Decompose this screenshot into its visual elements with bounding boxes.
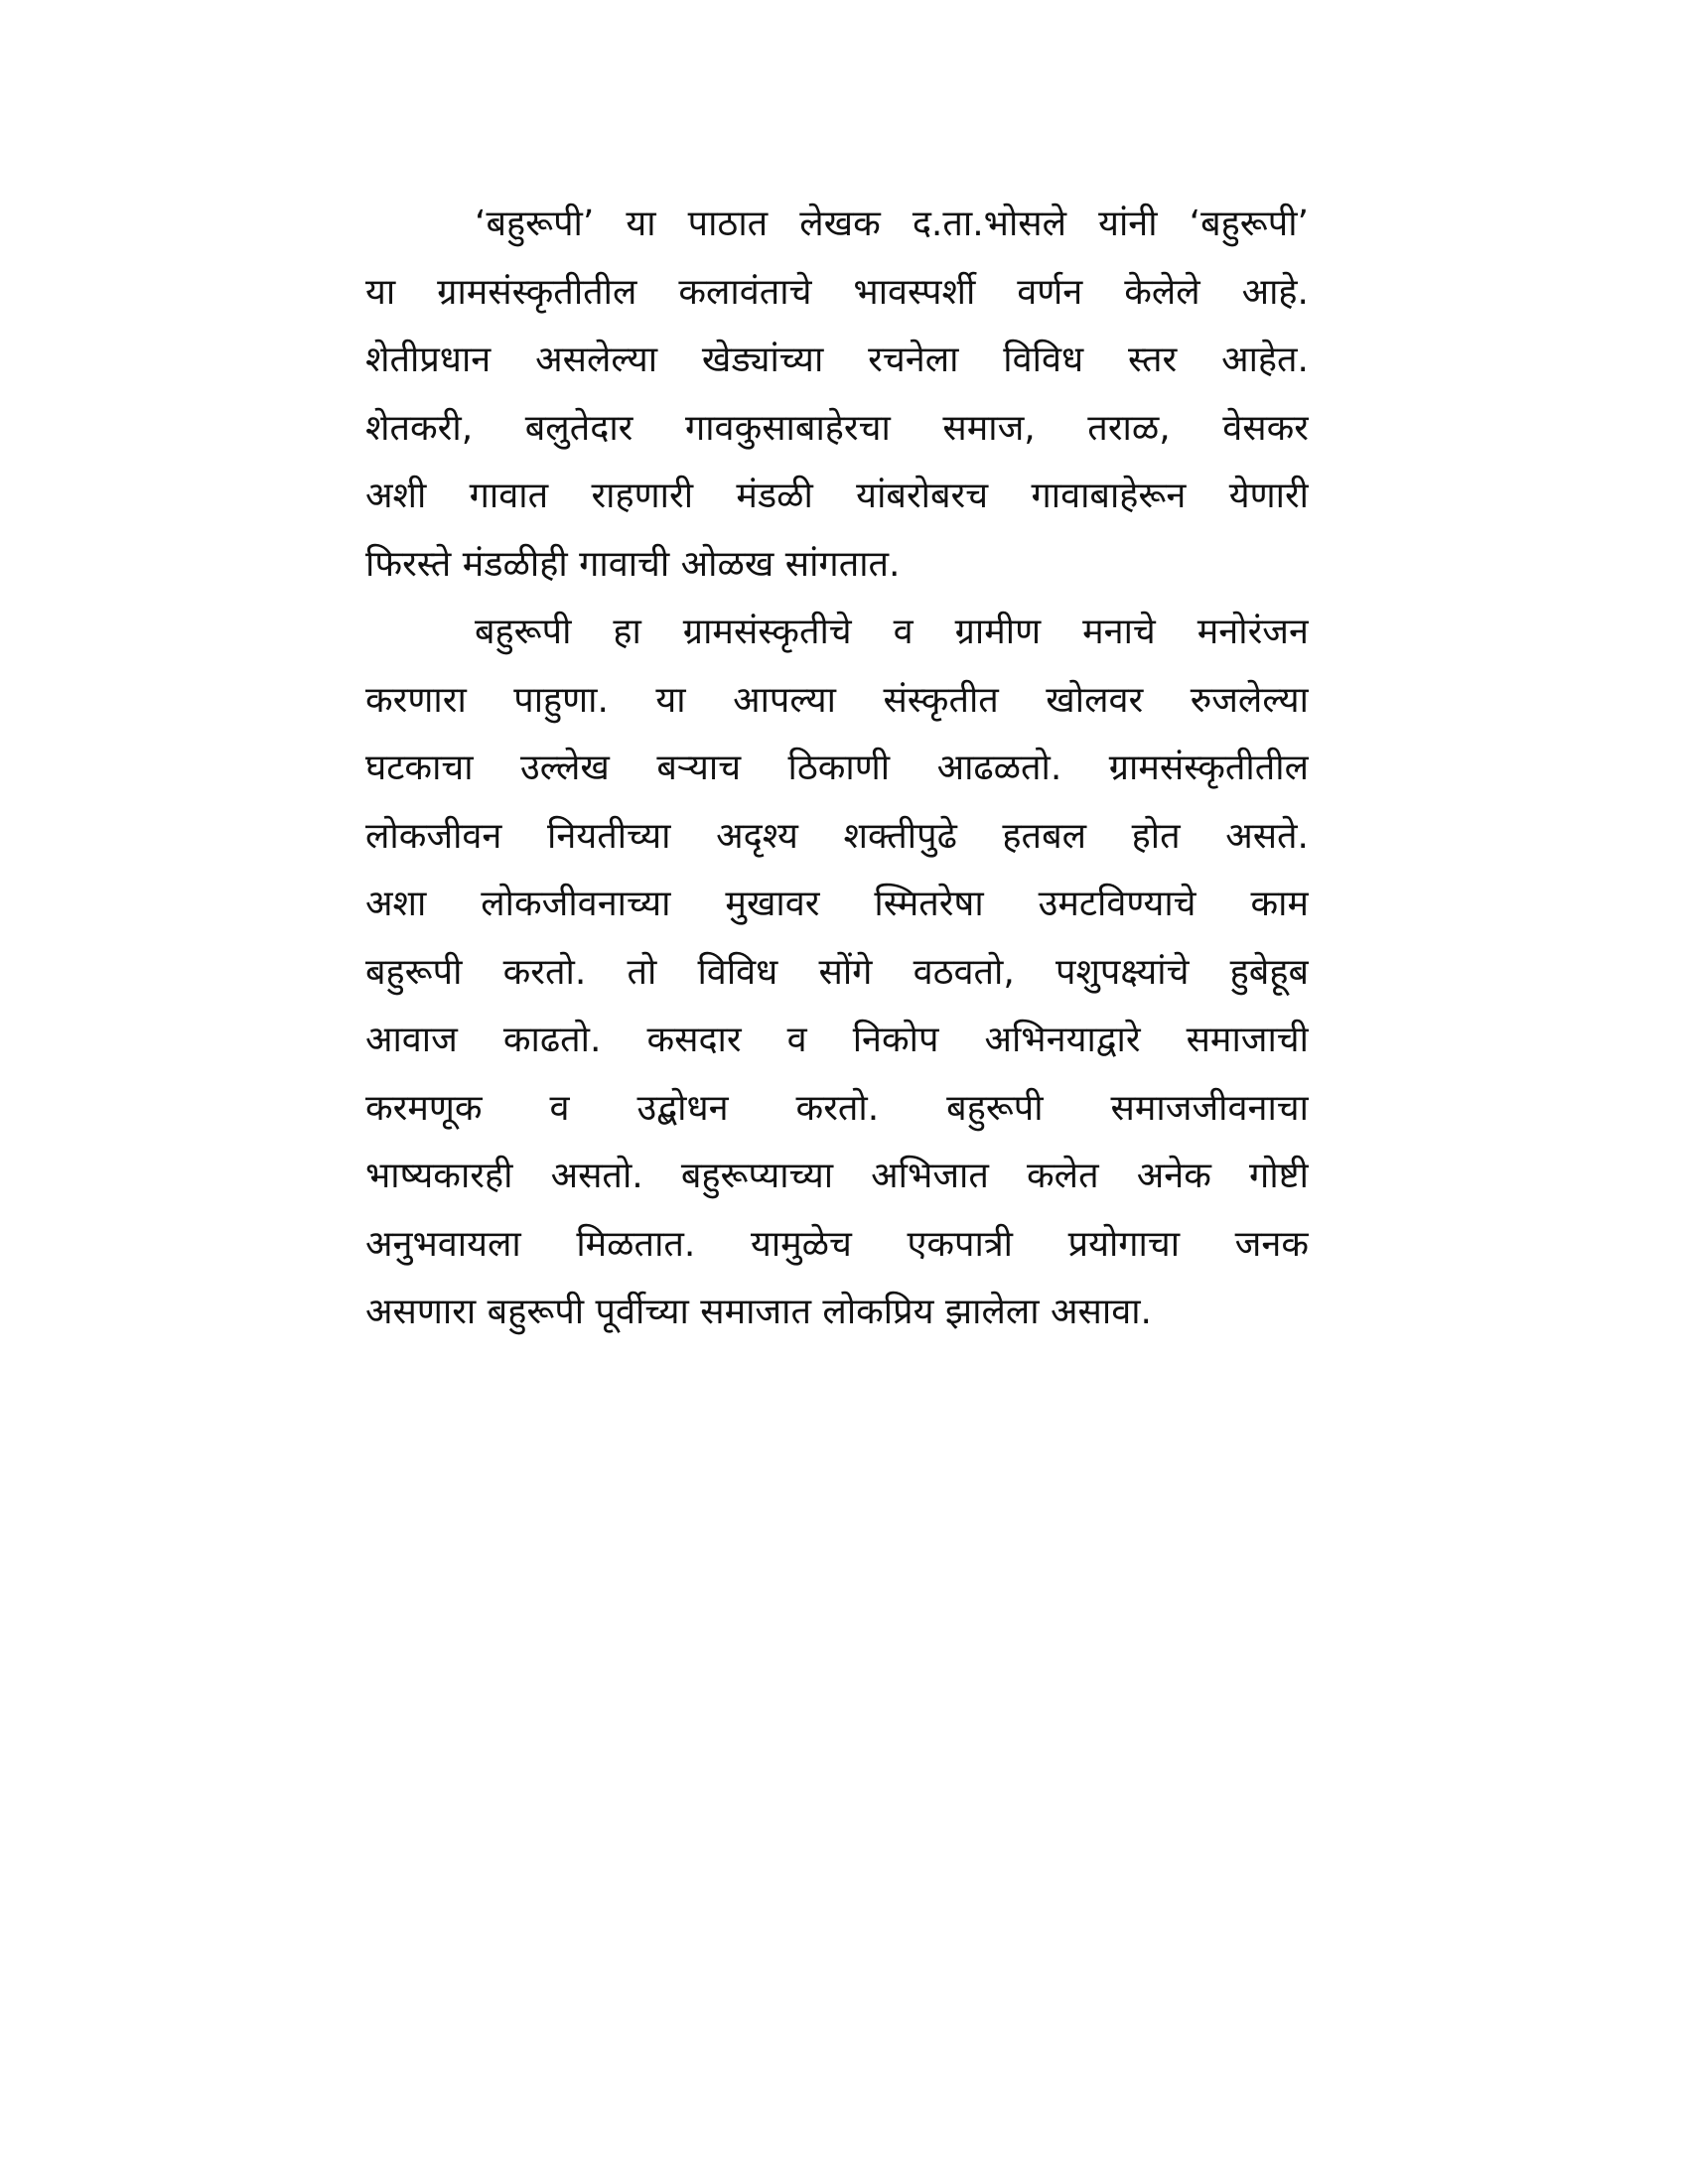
text-line: या ग्रामसंस्कृतीतील कलावंताचे भावस्पर्शी वर्णन केलेले आहे.	[365, 271, 1309, 313]
paragraph-1	[365, 191, 1309, 599]
text-line: लोकजीवन नियतीच्या अदृश्य शक्तीपुढे हतबल होत असते.	[365, 815, 1309, 857]
text-line: अशा लोकजीवनाच्या मुखावर स्मितरेषा उमटविण्याचे काम	[365, 884, 1309, 924]
text-line: करमणूक व उद्बोधन करतो. बहुरूपी समाजजीवनाचा	[365, 1087, 1309, 1129]
text-line: घटकाचा उल्लेख बऱ्याच ठिकाणी आढळतो. ग्रामसंस्कृतीतील	[365, 748, 1309, 788]
text-line: शेतीप्रधान असलेल्या खेड्यांच्या रचनेला विविध स्तर आहेत.	[365, 340, 1309, 380]
text-line: बहुरूपी करतो. तो विविध सोंगे वठवतो, पशुपक्ष्यांचे हुबेहूब	[365, 951, 1309, 993]
text-line: आवाज काढतो. कसदार व निकोप अभिनयाद्वारे समाजाची	[365, 1020, 1309, 1060]
text-line: करणारा पाहुणा. या आपल्या संस्कृतीत खोलवर रुजलेल्या	[365, 679, 1309, 721]
text-line: अशी गावात राहणारी मंडळी यांबरोबरच गावाबाहेरून येणारी	[365, 476, 1309, 516]
text-line: शेतकरी, बलुतेदार गावकुसाबाहेरचा समाज, तराळ, वेसकर	[365, 407, 1309, 449]
paragraph-2	[365, 599, 1309, 1347]
text-line: बहुरूपी हा ग्रामसंस्कृतीचे व ग्रामीण मनाचे मनोरंजन	[475, 612, 1309, 652]
text-line: फिरस्ते मंडळीही गावाची ओळख सांगतात.	[365, 543, 901, 585]
text-line: ‘बहुरूपी’ या पाठात लेखक द.ता.भोसले यांनी ‘बहुरूपी’	[475, 204, 1309, 244]
text-line: भाष्यकारही असतो. बहुरूप्याच्या अभिजात कलेत अनेक गोष्टी	[365, 1156, 1309, 1196]
text-line: अनुभवायला मिळतात. यामुळेच एकपात्री प्रयोगाचा जनक	[365, 1223, 1309, 1265]
body-text	[365, 191, 1309, 1347]
text-line: असणारा बहुरूपी पूर्वीच्या समाजात लोकप्रिय झालेला असावा.	[365, 1292, 1153, 1332]
